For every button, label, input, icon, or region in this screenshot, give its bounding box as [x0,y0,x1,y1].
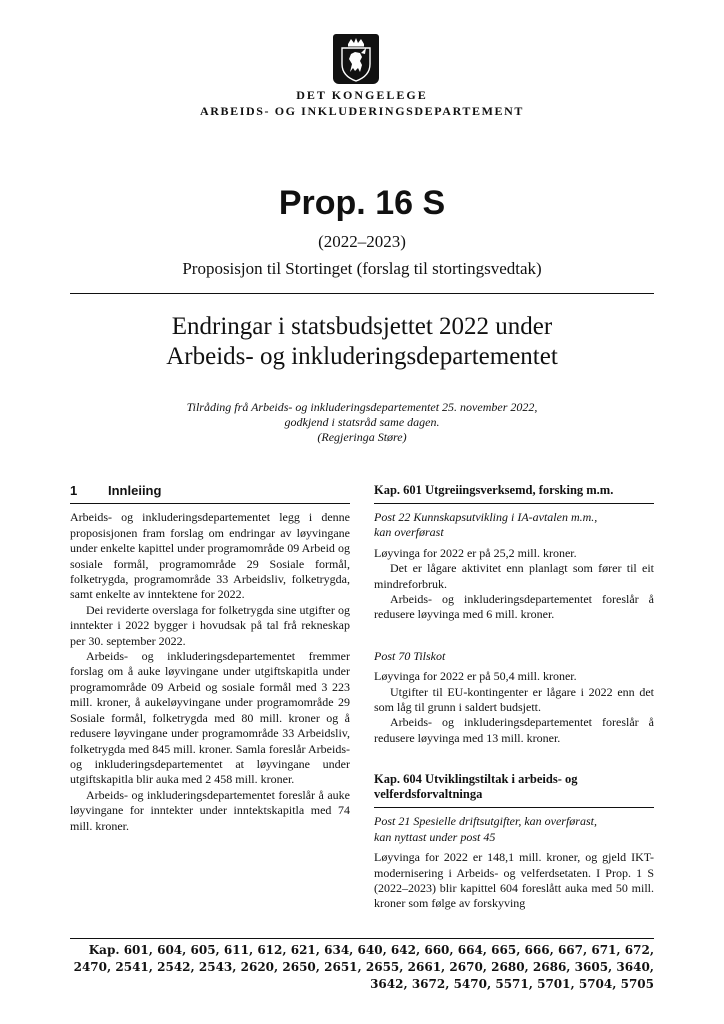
recommendation-line3: (Regjeringa Støre) [317,430,407,444]
chapter-list-line2: 2470, 2541, 2542, 2543, 2620, 2650, 2651, 2655, 2661, 2670, 2680, 2686, 3605, 3640, [73,960,654,974]
document-title-line1: Endringar i statsbudsjettet 2022 under [171,313,553,340]
chapter-list-line3: 3642, 3672, 5470, 5571, 5701, 5704, 5705 [370,977,654,991]
post-22-title-line2: kan overførast [374,525,444,540]
chapter-601-heading: Kap. 601 Utgreiingsverksemd, forsking m.m. [374,483,654,504]
intro-paragraph-3: Arbeids- og inkluderingsdepartementet fremmer forslag om å auke løyvingane under utgiftskapitla under programområde 09 Arbeid og sosiale formål med 3 223 mill. kroner, å aukeløyvingane under programområde 29 Sosiale formål, folketrygda med 80 mill. kroner og å redusere løyvingane under programområde 33 Arbeidsliv, folketrygda med 845 mill. kroner. Samla foreslår Arbeids- og inkluderingsdepartementet at løyvingane under utgiftskapitla blir auka med 2 458 mill. kroner. [70,649,350,787]
post-21-title-line1: Post 21 Spesielle driftsutgifter, kan overførast, [374,814,597,829]
section-title: Innleiing [108,483,162,498]
document-title-line2: Arbeids- og inkluderingsdepartementet [166,343,558,370]
right-column [374,483,654,912]
section-number: 1 [70,483,78,498]
document-title [0,312,724,372]
proposition-number: Prop. 16 S [278,184,446,222]
chapter-604-heading: Kap. 604 Utviklingstiltak i arbeids- og velferdsforvaltninga [374,772,654,808]
post-21-paragraph-1: Løyvinga for 2022 er 148,1 mill. kroner, og gjeld IKT- modernisering i Arbeids- og velferdsetaten. I Prop. 1 S (2022–2023) blir kapittel 604 foreslått auka med 50 mill. kroner som følge av forskyving [374,850,654,911]
post-22-title-line1: Post 22 Kunnskapsutvikling i IA-avtalen m.m., [374,510,598,524]
title-divider [70,293,654,294]
department-name-line1: DET KONGELEGE [296,88,428,102]
post-22-paragraph-2: Det er lågare aktivitet enn planlagt som fører til eit mindreforbruk. [374,561,654,591]
intro-paragraph-2: Dei reviderte overslaga for folketrygda sine utgifter og inntekter i 2022 bygger i hovudsak på tal frå rekneskap per 30. september 2022. [70,602,350,648]
intro-paragraph-1: Arbeids- og inkluderingsdepartementet legg i denne proposisjonen fram forslag om endringar av løyvingane under enkelte kapittel under programområde 09 Arbeid og sosiale formål, programområde 29 Sosiale formål, folketrygda, programområde 33 Arbeidsliv, folketrygda, samt enkelte av inntektene for 2022. [70,510,350,602]
post-22-paragraph-3: Arbeids- og inkluderingsdepartementet foreslår å redusere løyvinga med 6 mill. kroner. [374,592,654,622]
post-22-paragraph-1: Løyvinga for 2022 er på 25,2 mill. kroner. [374,545,577,560]
post-70-paragraph-2: Utgifter til EU-kontingenter er lågare i 2022 enn det som låg til grunn i saldert budsjett. [374,684,654,715]
recommendation-note [0,400,724,445]
norwegian-coat-of-arms-icon [333,34,379,84]
post-70-title: Post 70 Tilskot [374,648,446,663]
department-name-line2: ARBEIDS- OG INKLUDERINGSDEPARTEMENT [199,104,525,118]
proposition-years: (2022–2023) [318,232,406,251]
chapter-list-line1: Kap. 601, 604, 605, 611, 612, 621, 634, 640, 642, 660, 664, 665, 666, 667, 671, 672, [88,943,654,957]
post-21-title-line2: kan nyttast under post 45 [374,829,496,844]
post-70-paragraph-3: Arbeids- og inkluderingsdepartementet foreslår å redusere løyvinga med 13 mill. kroner. [374,715,654,745]
post-70-paragraph-1: Løyvinga for 2022 er på 50,4 mill. kroner. [374,669,577,684]
proposition-subtitle: Proposisjon til Stortinget (forslag til stortingsvedtak) [182,259,542,278]
recommendation-line1: Tilråding frå Arbeids- og inkluderingsdepartementet 25. november 2022, [186,400,538,414]
intro-paragraph-4: Arbeids- og inkluderingsdepartementet foreslår å auke løyvingane for inntekter under inntektskapitla med 74 mill. kroner. [70,787,350,833]
left-column [70,483,350,834]
chapter-list-footer [70,938,654,993]
recommendation-line2: godkjend i statsråd same dagen. [284,415,440,429]
section-heading-introduction [70,483,350,504]
